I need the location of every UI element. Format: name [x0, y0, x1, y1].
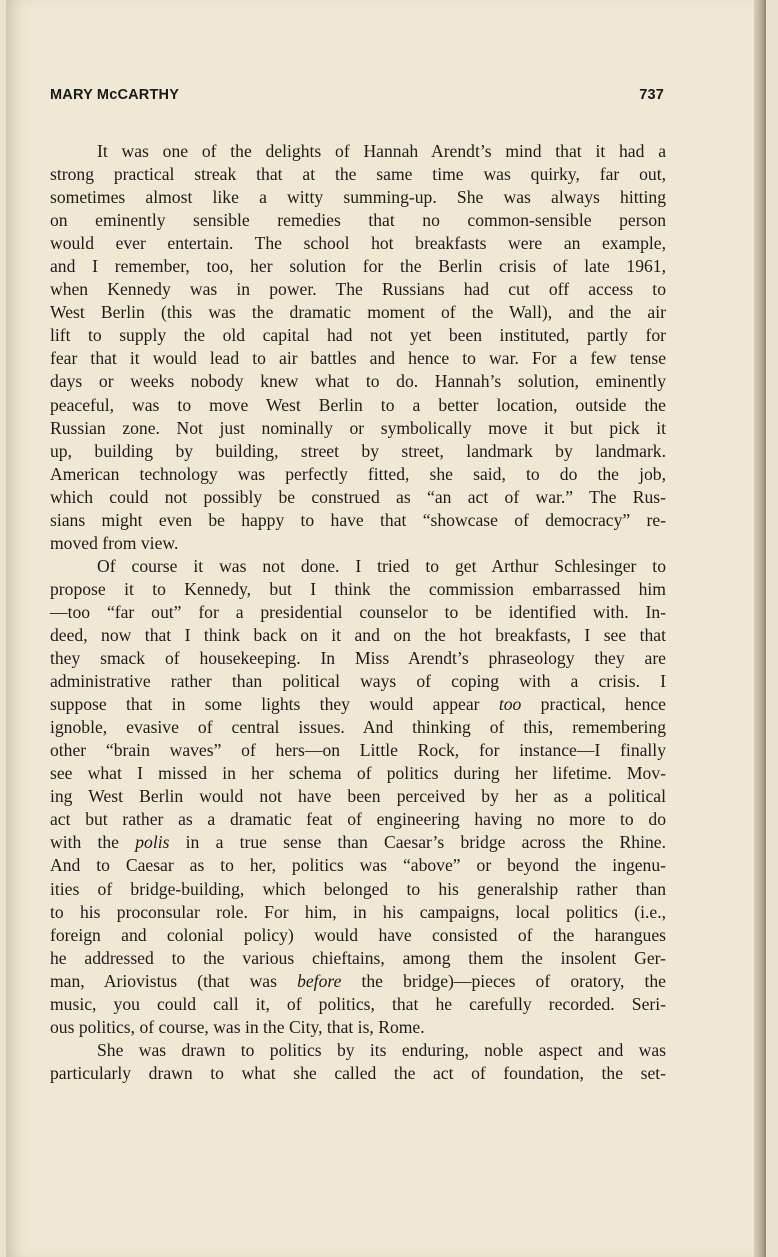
text-line: to his proconsular role. For him, in his campaigns, local politics (i.e., [50, 901, 666, 922]
text-line: up, building by building, street by street, landmark by landmark. [50, 440, 666, 461]
text-line: American technology was perfectly fitted, she said, to do the job, [50, 463, 666, 484]
text-line: suppose that in some lights they would appear too practical, hence [50, 694, 666, 715]
text-line: ignoble, evasive of central issues. And thinking of this, remembering [50, 717, 666, 738]
italic-word: polis [135, 832, 170, 853]
text-line: act but rather as a dramatic feat of engineering having no more to do [50, 809, 666, 830]
text-line: sometimes almost like a witty summing-up. She was always hitting [50, 187, 666, 208]
text-line: man, Ariovistus (that was before the bridge)—pieces of oratory, the [50, 970, 666, 991]
text-line: would ever entertain. The school hot breakfasts were an example, [50, 233, 666, 254]
text-line: peaceful, was to move West Berlin to a better location, outside the [50, 394, 666, 415]
paragraph [50, 1039, 666, 1085]
text-line: ing West Berlin would not have been perceived by her as a political [50, 786, 666, 807]
text-line: days or weeks nobody knew what to do. Hannah’s solution, eminently [50, 371, 666, 392]
text-line: and I remember, too, her solution for the Berlin crisis of late 1961, [50, 256, 666, 277]
italic-word: too [498, 694, 522, 715]
text-line: fear that it would lead to air battles and hence to war. For a few tense [50, 348, 666, 369]
body-text [50, 140, 666, 1085]
text-line: on eminently sensible remedies that no common-sensible person [50, 210, 666, 231]
text-line: moved from view. [50, 532, 179, 553]
italic-word: before [297, 970, 342, 991]
text-line: It was one of the delights of Hannah Arendt’s mind that it had a [97, 141, 666, 161]
text-line: with the polis in a true sense than Caesar’s bridge across the Rhine. [50, 832, 666, 853]
text-line: they smack of housekeeping. In Miss Arendt’s phraseology they are [50, 648, 666, 669]
text-line: West Berlin (this was the dramatic moment of the Wall), and the air [50, 302, 666, 323]
text-line: ities of bridge-building, which belonged to his generalship rather than [50, 878, 666, 899]
text-line: foreign and colonial policy) would have consisted of the harangues [50, 924, 666, 945]
text-line: administrative rather than political ways of coping with a crisis. I [50, 671, 666, 692]
text-line: strong practical streak that at the same time was quirky, far out, [50, 164, 666, 185]
text-line: propose it to Kennedy, but I think the commission embarrassed him [50, 578, 666, 599]
text-line: Of course it was not done. I tried to get Arthur Schlesinger to [97, 555, 666, 576]
text-line: Russian zone. Not just nominally or symbolically move it but pick it [50, 417, 666, 438]
text-line: She was drawn to politics by its enduring, noble aspect and was [97, 1039, 666, 1060]
text-line: —too “far out” for a presidential counselor to be identified with. In- [50, 601, 666, 622]
running-header-author: MARY McCARTHY [50, 87, 180, 103]
text-line: And to Caesar as to her, politics was “above” or beyond the ingenu- [50, 855, 666, 876]
text-line: ous politics, of course, was in the City, that is, Rome. [50, 1016, 425, 1037]
paragraph [50, 140, 666, 555]
text-line: sians might even be happy to have that “showcase of democracy” re- [50, 509, 666, 530]
page-edge-shadow [754, 0, 766, 1257]
text-line: when Kennedy was in power. The Russians had cut off access to [50, 279, 666, 300]
paragraph [50, 555, 666, 1039]
text-line: particularly drawn to what she called the act of foundation, the set- [50, 1062, 666, 1083]
text-line: lift to supply the old capital had not yet been instituted, partly for [50, 325, 666, 346]
book-page [6, 0, 766, 1257]
page-number: 737 [639, 87, 664, 103]
text-line: see what I missed in her schema of politics during her lifetime. Mov- [50, 763, 666, 784]
text-line: music, you could call it, of politics, that he carefully recorded. Seri- [50, 993, 666, 1014]
text-line: other “brain waves” of hers—on Little Rock, for instance—I finally [50, 740, 666, 761]
text-line: deed, now that I think back on it and on the hot breakfasts, I see that [50, 624, 666, 645]
running-header [50, 87, 664, 103]
text-line: which could not possibly be construed as “an act of war.” The Rus- [50, 486, 666, 507]
text-line: he addressed to the various chieftains, among them the insolent Ger- [50, 947, 666, 968]
